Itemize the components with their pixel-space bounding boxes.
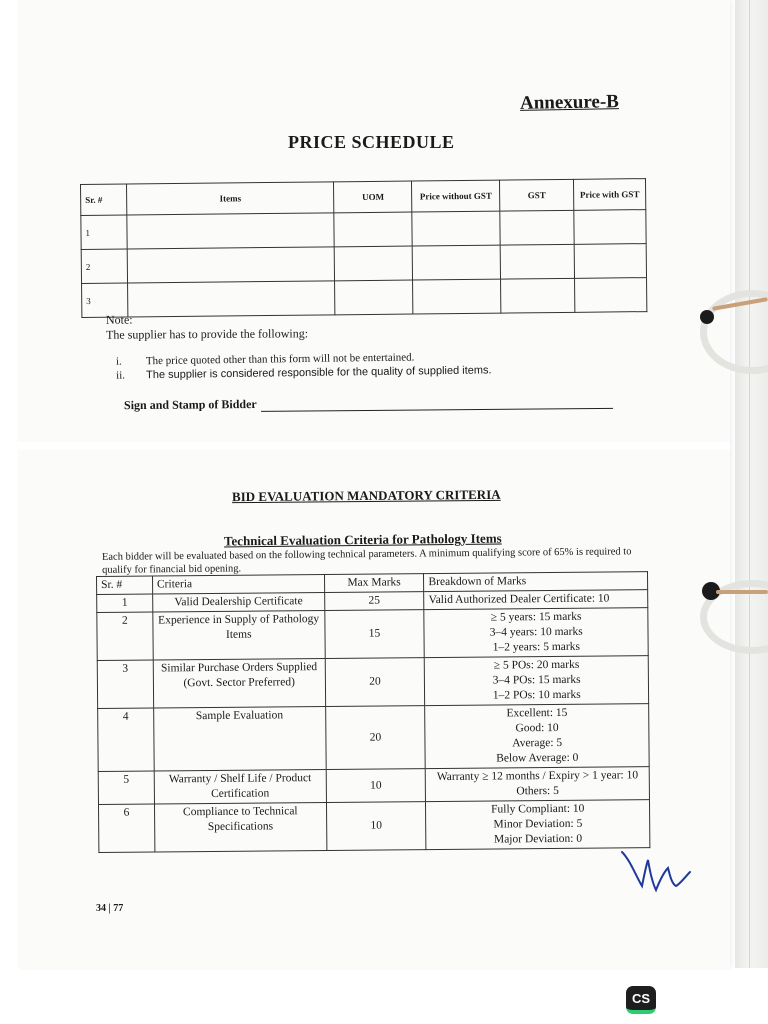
price-schedule-table <box>80 178 647 318</box>
table-row <box>98 704 650 772</box>
breakdown-line: Good: 10 <box>515 721 559 735</box>
gst-cell <box>501 278 575 313</box>
header-max-marks: Max Marks <box>324 574 424 593</box>
breakdown-cell <box>426 800 650 850</box>
item-cell <box>127 213 335 249</box>
header-sr: Sr. # <box>97 576 153 594</box>
breakdown-line: Below Average: 0 <box>496 751 579 765</box>
header-price-with-gst: Price with GST <box>574 179 646 211</box>
header-items: Items <box>126 182 334 215</box>
breakdown-line: Others: 5 <box>516 784 559 798</box>
marks-cell: 10 <box>326 802 426 851</box>
marks-cell: 15 <box>324 610 424 659</box>
handwritten-signature <box>616 846 696 896</box>
breakdown-line: Warranty ≥ 12 months / Expiry > 1 year: 10 <box>436 769 639 784</box>
uom-cell <box>335 246 413 281</box>
note-label: Note: <box>105 312 133 327</box>
breakdown-line: ≥ 5 years: 15 marks <box>490 610 582 624</box>
marks-cell: 20 <box>325 706 425 770</box>
breakdown-line: Fully Compliant: 10 <box>491 802 585 816</box>
header-sr: Sr. # <box>81 184 127 215</box>
binder-ring-knob <box>700 310 714 324</box>
row-number: 1 <box>81 215 127 249</box>
note-block <box>106 311 308 342</box>
price-cell <box>413 279 501 314</box>
sr-cell: 2 <box>97 612 153 660</box>
breakdown-line: Valid Authorized Dealer Certificate: 10 <box>428 592 610 607</box>
breakdown-line: 3–4 years: 10 marks <box>489 625 583 639</box>
criteria-cell: Valid Dealership Certificate <box>153 593 325 612</box>
list-text: The price quoted other than this form will not be entertained. <box>145 351 415 368</box>
sr-cell: 5 <box>98 771 154 804</box>
page-number: 34 | 77 <box>96 903 124 914</box>
price-gst-cell <box>574 210 646 245</box>
criteria-cell: Warranty / Shelf Life / Product Certification <box>154 770 326 804</box>
gst-cell <box>500 244 574 279</box>
list-number: ii. <box>116 369 126 382</box>
uom-cell <box>334 212 412 247</box>
uom-cell <box>335 280 413 315</box>
header-breakdown: Breakdown of Marks <box>424 572 648 592</box>
breakdown-cell <box>426 767 650 802</box>
criteria-cell: Experience in Supply of Pathology Items <box>153 611 325 660</box>
note-list <box>116 349 492 382</box>
breakdown-cell <box>424 590 648 610</box>
table-row <box>98 767 649 805</box>
breakdown-cell <box>424 608 648 658</box>
header-gst: GST <box>500 179 574 211</box>
row-number: 3 <box>82 283 128 317</box>
header-criteria: Criteria <box>152 575 324 594</box>
marks-cell: 25 <box>324 592 424 611</box>
technical-criteria-title: Technical Evaluation Criteria for Pathology Items <box>223 530 502 549</box>
table-row <box>97 608 648 661</box>
marks-cell: 10 <box>326 769 426 803</box>
criteria-cell: Compliance to Technical Specifications <box>154 803 326 852</box>
note-line: The supplier has to provide the following: <box>106 326 309 342</box>
criteria-cell: Sample Evaluation <box>154 707 326 771</box>
marks-cell: 20 <box>325 658 425 707</box>
criteria-cell: Similar Purchase Orders Supplied (Govt. Sector Preferred) <box>153 659 325 708</box>
row-number: 2 <box>81 249 127 283</box>
breakdown-line: Minor Deviation: 5 <box>493 817 583 831</box>
page-edge <box>735 0 768 968</box>
breakdown-line: 1–2 POs: 10 marks <box>492 688 581 702</box>
bid-evaluation-title: BID EVALUATION MANDATORY CRITERIA <box>231 486 501 505</box>
header-price-without-gst: Price without GST <box>412 180 500 212</box>
table-row <box>97 656 648 709</box>
header-uom: UOM <box>334 181 412 213</box>
breakdown-line: Excellent: 15 <box>506 706 568 720</box>
breakdown-cell <box>425 704 649 769</box>
breakdown-cell <box>425 656 649 706</box>
camscanner-logo-icon: CS <box>626 986 656 1014</box>
breakdown-line: ≥ 5 POs: 20 marks <box>493 658 580 672</box>
sr-cell: 4 <box>98 708 154 771</box>
intro-paragraph: Each bidder will be evaluated based on the following technical parameters. A minimum qualifying score of 65% is required to qualify for financial bid opening. <box>101 546 632 576</box>
sr-cell: 1 <box>97 594 153 612</box>
page-divider <box>18 442 730 450</box>
price-cell <box>412 211 500 246</box>
annexure-heading: Annexure-B <box>519 91 620 114</box>
sr-cell: 6 <box>98 804 154 852</box>
price-gst-cell <box>574 244 646 279</box>
gst-cell <box>500 210 574 245</box>
breakdown-line: 3–4 POs: 15 marks <box>492 673 581 687</box>
binder-wire <box>716 590 768 594</box>
price-schedule-title: PRICE SCHEDULE <box>288 132 455 152</box>
sr-cell: 3 <box>97 660 153 708</box>
table-row <box>98 800 649 853</box>
evaluation-table <box>96 571 650 853</box>
price-cell <box>412 245 500 280</box>
breakdown-line: Major Deviation: 0 <box>493 832 583 846</box>
sign-label: Sign and Stamp of Bidder <box>123 396 257 413</box>
list-text: The supplier is considered responsible for the quality of supplied items. <box>146 364 492 382</box>
price-gst-cell <box>575 278 647 313</box>
breakdown-line: 1–2 years: 5 marks <box>492 640 581 654</box>
breakdown-line: Average: 5 <box>512 736 563 750</box>
item-cell <box>127 247 335 283</box>
list-number: i. <box>115 355 122 368</box>
